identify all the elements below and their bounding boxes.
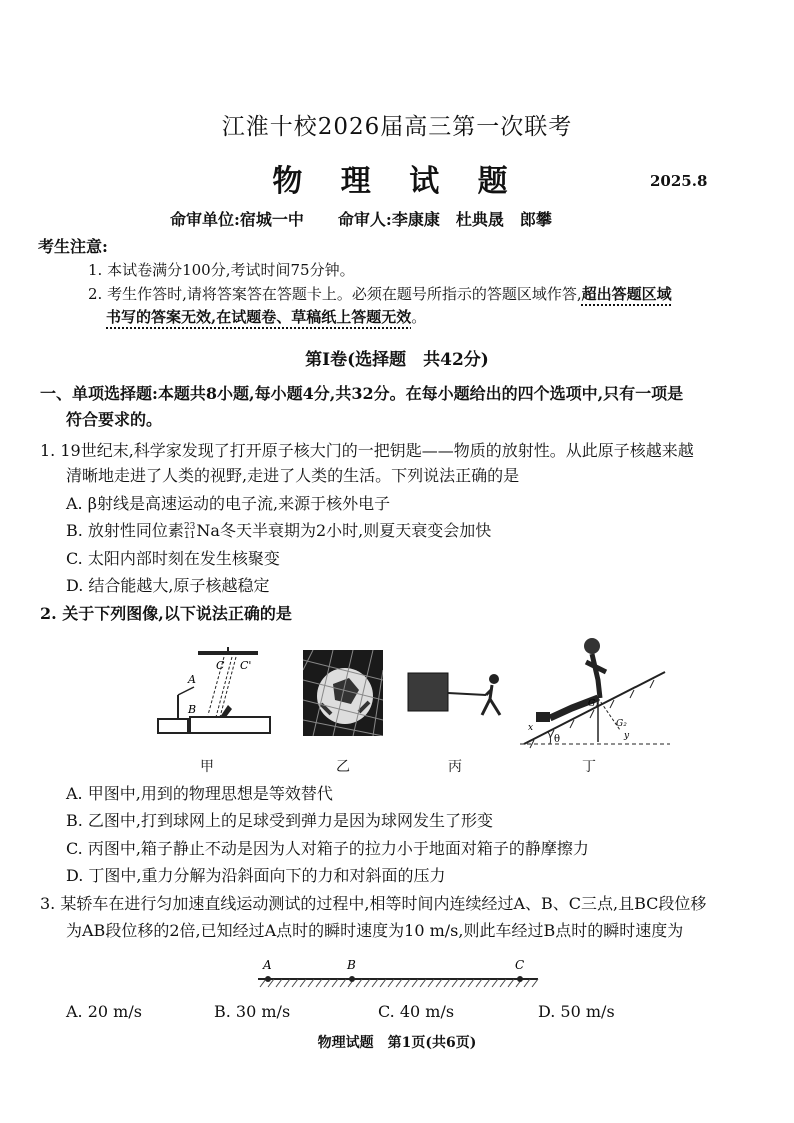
isotope-numbers <box>184 523 195 541</box>
notice-item-2-line-1 <box>88 283 672 304</box>
point-a-label: A <box>263 958 272 972</box>
figure-ding <box>520 632 675 750</box>
q3-option-b: B. 30 m/s <box>214 1002 291 1021</box>
q2-option-a: A. 甲图中,用到的物理思想是等效替代 <box>66 784 333 803</box>
caption-bing: 丙 <box>448 759 462 775</box>
exam-date: 2025.8 <box>650 172 708 190</box>
notice-emphasis-2: 书写的答案无效,在试题卷、草稿纸上答题无效 <box>106 308 412 326</box>
q3-option-c: C. 40 m/s <box>378 1002 455 1021</box>
person-head <box>489 674 499 684</box>
subject-title: 物 理 试 题 <box>272 164 522 199</box>
q3-road-diagram <box>250 955 550 995</box>
reviewers: 命审人:李康康 杜典晟 郎攀 <box>337 210 552 229</box>
q3-option-a: A. 20 m/s <box>66 1002 142 1021</box>
label-b: B <box>188 703 197 716</box>
g2-label: G₂ <box>616 719 627 729</box>
q1-option-c: C. 太阳内部时刻在发生核聚变 <box>66 549 280 568</box>
q1-stem-line-2: 清晰地走进了人类的视野,走进了人类的生活。下列说法正确的是 <box>66 466 520 485</box>
notice-end: 。 <box>411 308 427 326</box>
point-c <box>517 976 523 982</box>
section-title: 第Ⅰ卷(选择题 共42分) <box>305 350 489 370</box>
caption-ding: 丁 <box>582 759 596 775</box>
figure-yi <box>303 650 383 736</box>
box <box>408 673 448 711</box>
light-box <box>158 719 188 733</box>
point-b-label: B <box>347 958 356 972</box>
review-unit: 命审单位:宿城一中 <box>170 210 304 229</box>
exam-title: 江淮十校2026届高三第一次联考 <box>221 114 573 140</box>
q3-stem-line-1: 3. 某轿车在进行匀加速直线运动测试的过程中,相等时间内连续经过A、B、C三点,且BC段位移 <box>40 894 707 913</box>
label-a: A <box>188 673 196 686</box>
isotope-symbol: Na <box>196 521 220 540</box>
caption-jia: 甲 <box>200 759 214 775</box>
q1-option-b-post: 冬天半衰期为2小时,则夏天衰变会加快 <box>219 521 492 540</box>
q2-option-b: B. 乙图中,打到球网上的足球受到弹力是因为球网发生了形变 <box>66 811 494 830</box>
table-top <box>190 717 270 733</box>
page-footer: 物理试题 第1页(共6页) <box>317 1035 477 1051</box>
figure-jia <box>150 645 280 745</box>
authors-line <box>170 207 586 230</box>
q3-option-d: D. 50 m/s <box>538 1002 615 1021</box>
y-label: y <box>624 731 630 741</box>
q1-option-d: D. 结合能越大,原子核越稳定 <box>66 576 270 595</box>
notice-item-1: 1. 本试卷满分100分,考试时间75分钟。 <box>88 261 355 279</box>
mass-number: 23 <box>183 521 196 532</box>
figure-bing <box>406 665 516 735</box>
point-a <box>265 976 271 982</box>
q2-option-d: D. 丁图中,重力分解为沿斜面向下的力和对斜面的压力 <box>66 866 446 885</box>
g1-label: G₁ <box>588 699 599 709</box>
q1-option-b-pre: B. 放射性同位素 <box>66 521 184 540</box>
q2-stem: 2. 关于下列图像,以下说法正确的是 <box>40 604 292 623</box>
label-c-prime: C' <box>240 659 252 672</box>
q3-stem-line-2: 为AB段位移的2倍,已知经过A点时的瞬时速度为10 m/s,则此车经过B点时的瞬时速度为 <box>66 921 684 940</box>
part1-instructions-line-1: 一、单项选择题:本题共8小题,每小题4分,共32分。在每小题给出的四个选项中,只有一项是 <box>40 384 684 403</box>
label-c: C <box>216 659 225 672</box>
x-label: x <box>528 723 534 733</box>
notice-item-2-text: 2. 考生作答时,请将答案答在答题卡上。必须在题号所指示的答题区域作答, <box>88 285 582 303</box>
notice-emphasis-1: 超出答题区域 <box>581 285 672 303</box>
q1-stem-line-1: 1. 19世纪末,科学家发现了打开原子核大门的一把钥匙——物质的放射性。从此原子核越来越 <box>40 441 694 460</box>
atomic-number: 11 <box>183 530 196 541</box>
caption-yi: 乙 <box>336 759 350 775</box>
part1-instructions-line-2: 符合要求的。 <box>66 410 163 429</box>
notice-heading: 考生注意: <box>38 237 108 256</box>
q1-option-b <box>66 518 491 541</box>
q2-option-c: C. 丙图中,箱子静止不动是因为人对箱子的拉力小于地面对箱子的静摩擦力 <box>66 839 589 858</box>
point-b <box>349 976 355 982</box>
child-head <box>584 638 600 654</box>
notice-item-2-line-2 <box>106 306 426 327</box>
theta-label: θ <box>554 734 561 745</box>
q1-option-a: A. β射线是高速运动的电子流,来源于核外电子 <box>66 494 391 513</box>
rope <box>448 693 486 695</box>
point-c-label: C <box>515 958 525 972</box>
